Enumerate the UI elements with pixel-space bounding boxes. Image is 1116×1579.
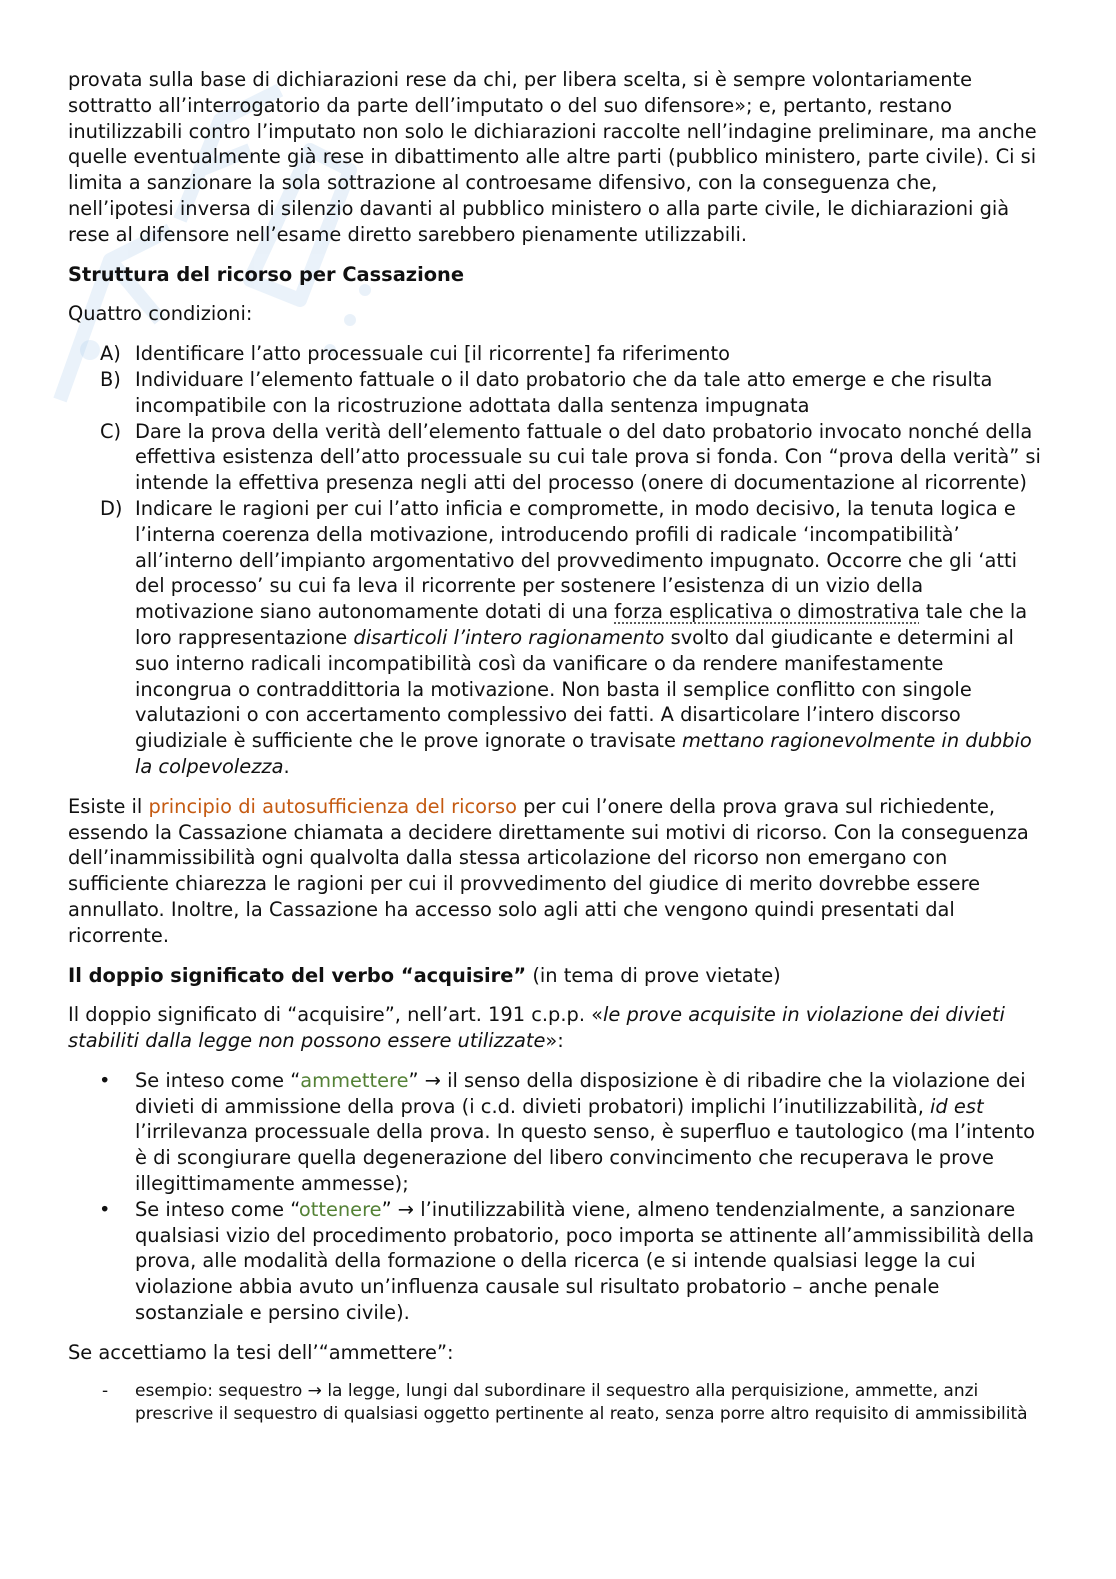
dash-icon: - <box>102 1380 109 1401</box>
principle-post: per cui l’onere della prova grava sul richiedente, essendo la Cassazione chiamata a decidere direttamente sui motivi di ricorso. Con la conseguenza dell’inammissibilità ogni qualvolta dalla stessa articolazione del ricorso non emergano con sufficiente chiarezza le ragioni per cui il provvedimento del giudice di merito dovrebbe essere annullato. Inoltre, la Cassazione ha accesso solo agli atti che vengono quindi presentati dal ricorrente. <box>68 794 1029 947</box>
list-marker: A) <box>100 342 121 366</box>
list-item-text: Individuare l’elemento fattuale o il dato probatorio che da tale atto emerge e che risulta incompatibile con la ricostruzione adottata dalla sentenza impugnata <box>135 367 993 417</box>
intro-post: »: <box>545 1029 564 1053</box>
paragraph-intro: provata sulla base di dichiarazioni rese da chi, per libera scelta, si è sempre volontariamente sottratto all’interrogatorio da parte dell’imputato o del suo difensore»; e, pertanto, restano inutilizzabili contro l’imputato non solo le dichiarazioni raccolte nell’indagine preliminare, ma anche quelle eventualmente già rese in dibattimento alle altre parti (pubblico ministero, parte civile). Ci si limita a sanzionare la sola sottrazione al controesame difensivo, con la conseguenza che, nell’ipotesi inversa di silenzio davanti al pubblico ministero o alla parte civile, le dichiarazioni già rese al difensore nell’esame diretto sarebbero pienamente utilizzabili. <box>68 68 1037 246</box>
intro-pre: Il doppio significato di “acquisire”, nell’art. 191 c.p.p. « <box>68 1003 604 1027</box>
bullet2-pre: Se inteso come “ <box>135 1197 299 1221</box>
list-marker: D) <box>100 496 123 520</box>
list-item <box>68 367 1046 419</box>
bullet2-post: ” → l’inutilizzabilità viene, almeno tendenzialmente, a sanzionare qualsiasi vizio del procedimento probatorio, poco importa se attinente all’ammissibilità della prova, alle modalità della formazione o della ricerca (e si intende qualsiasi legge la cui violazione abbia avuto un’influenza causale sul risultato probatorio – anche penale sostanziale e persino civile). <box>135 1197 1035 1325</box>
italic-phrase: disarticoli l’intero ragionamento <box>353 625 665 649</box>
list-item-text: Identificare l’atto processuale cui [il ricorrente] fa riferimento <box>135 342 730 366</box>
item-d-text-2: tale che la loro rappresentazione <box>135 600 1028 649</box>
bullet1-post: l’irrilevanza processuale della prova. In questo senso, è superfluo e tautologico (ma l’intento è di scongiurare quella degenerazione del libero convincimento che recuperava le prove illegittimamente ammesse); <box>135 1120 1036 1196</box>
item-d-text-4: . <box>283 754 290 778</box>
list-item <box>68 419 1046 496</box>
list-item <box>68 1197 1046 1326</box>
heading-acquisire <box>68 963 1046 989</box>
principle-pre: Esiste il <box>68 794 149 818</box>
list-item <box>68 341 1046 367</box>
example-text: esempio: sequestro → la legge, lungi dal subordinare il sequestro alla perquisizione, ammette, anzi prescrive il sequestro di qualsiasi oggetto pertinente al reato, senza porre altro requisito di ammissibilità <box>135 1380 1028 1424</box>
meanings-list <box>68 1068 1046 1326</box>
heading-rest: (in tema di prove vietate) <box>526 963 781 987</box>
heading-bold: Il doppio significato del verbo “acquisire” <box>68 963 527 987</box>
bullet1-mid: ” → il senso della disposizione è di ribadire che la violazione dei divieti di ammissione della prova (i c.d. divieti probatori) implichi l’inutilizzabilità, <box>135 1068 1026 1118</box>
italic-phrase: mettano ragionevolmente in dubbio la colpevolezza <box>135 729 1032 778</box>
list-item <box>68 496 1046 780</box>
bullet-icon: • <box>99 1068 111 1092</box>
bullet1-pre: Se inteso come “ <box>135 1068 301 1092</box>
italic-phrase: id est <box>930 1094 984 1118</box>
list-item <box>68 1380 1046 1426</box>
highlight-principle: principio di autosufficienza del ricorso <box>148 794 517 818</box>
list-marker: C) <box>100 419 122 443</box>
highlight-ammettere: ammettere <box>300 1068 409 1092</box>
item-d-text-3: svolto dal giudicante e determini al suo interno radicali incompatibilità così da vanificare o da rendere manifestamente incongrua o contraddittoria la motivazione. Non basta il semplice conflitto con singole valutazioni o con accertamento complessivo dei fatti. A disarticolare l’intero discorso giudiziale è sufficiente che le prove ignorate o travisate <box>135 625 1014 753</box>
paragraph-principle <box>68 794 1046 949</box>
example-list <box>68 1380 1046 1426</box>
list-item-text: Dare la prova della verità dell’elemento fattuale o del dato probatorio invocato nonché della effettiva esistenza dell’atto processuale su cui tale prova si fonda. Con “prova della verità” si intende la effettiva presenza negli atti del processo (onere di documentazione al ricorrente) <box>135 419 1041 495</box>
item-d-text-1: Indicare le ragioni per cui l’atto inficia e compromette, in modo decisivo, la tenuta logica e l’interna coerenza della motivazione, introducendo profili di radicale ‘incompatibilità’ all’interno dell’impianto argomentativo del provvedimento impugnato. Occorre che gli ‘atti del processo’ su cui fa leva il ricorrente per sostenere l’esistenza di un vizio della motivazione siano autonomamente dotati di una <box>135 496 1017 624</box>
highlight-ottenere: ottenere <box>298 1197 382 1221</box>
underlined-phrase: forza esplicativa o dimostrativa <box>614 600 920 624</box>
conditions-intro: Quattro condizioni: <box>68 302 253 326</box>
paragraph-thesis: Se accettiamo la tesi dell’“ammettere”: <box>68 1340 454 1364</box>
list-item <box>68 1068 1046 1197</box>
quote-italic: le prove acquisite in violazione dei divieti stabiliti dalla legge non possono essere utilizzate <box>68 1003 1005 1053</box>
list-marker: B) <box>100 367 121 391</box>
bullet-icon: • <box>99 1197 111 1221</box>
conditions-list <box>68 341 1046 780</box>
heading-struttura-ricorso: Struttura del ricorso per Cassazione <box>68 262 465 286</box>
paragraph-acquisire <box>68 1002 1046 1054</box>
